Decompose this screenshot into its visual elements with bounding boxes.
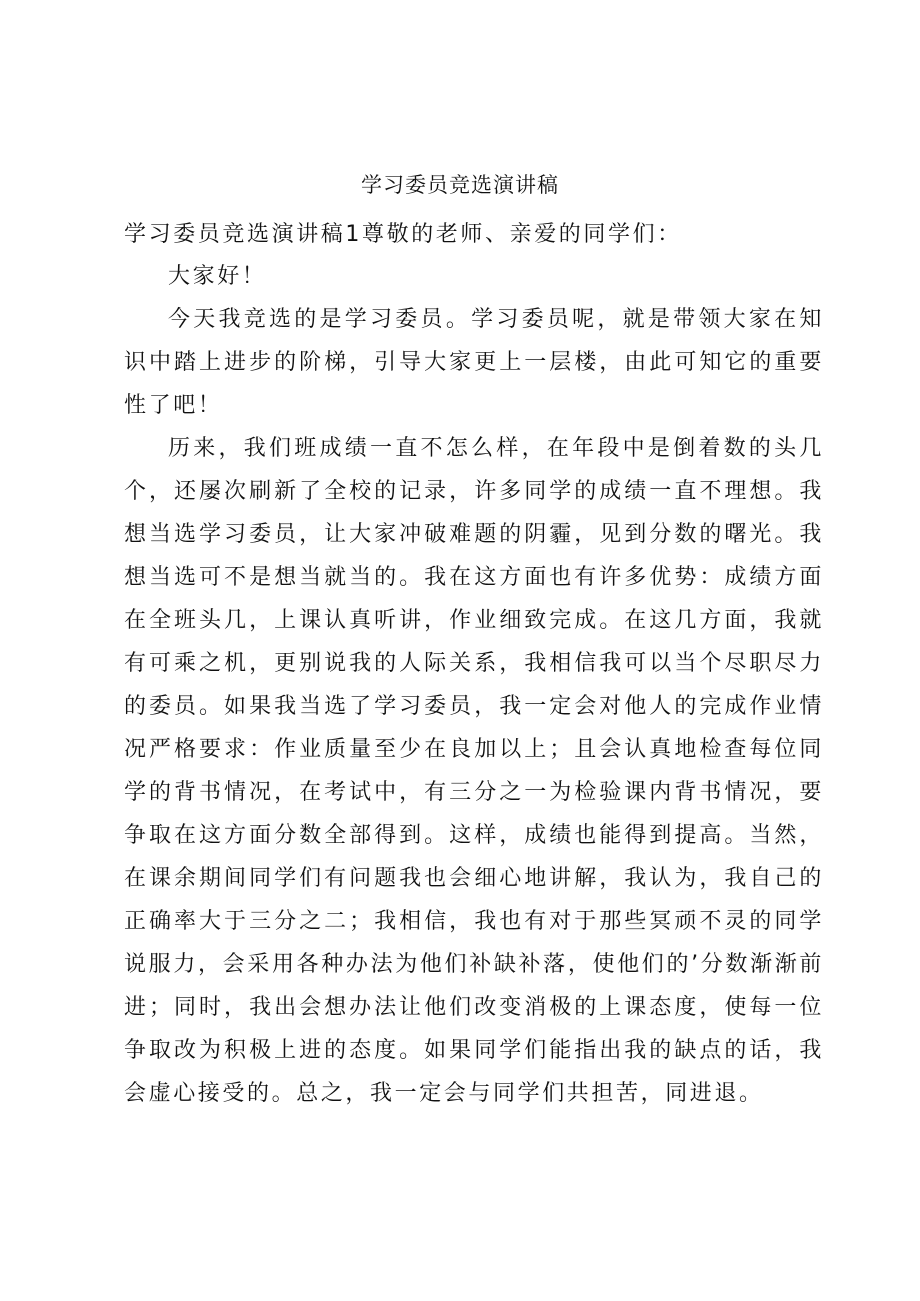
greeting-paragraph: 大家好！ bbox=[168, 264, 267, 289]
main-paragraph: 历来，我们班成绩一直不怎么样，在年段中是倒着数的头几个，还屡次刷新了全校的记录，许多同学的成绩一直不理想。我想当选学习委员，让大家冲破难题的阴霾，见到分数的曙光。我想当选可不是想当就当的。我在这方面也有许多优势：成绩方面在全班头几，上课认真听讲，作业细致完成。在这几方面，我就有可乘之机，更别说我的人际关系，我相信我可以当个尽职尽力的委员。如果我当选了学习委员，我一定会对他人的完成作业情况严格要求：作业质量至少在良加以上；且会认真地检查每位同学的背书情况，在考试中，有三分之一为检验课内背书情况，要争取在这方面分数全部得到。这样，成绩也能得到提高。当然，在课余期间同学们有问题我也会细心地讲解，我认为，我自己的正确率大于三分之二；我相信，我也有对于那些冥顽不灵的同学说服力，会采用各种办法为他们补缺补落，使他们的’分数渐渐前进；同时，我出会想办法让他们改变消极的上课态度，使每一位争取改为积极上进的态度。如果同学们能指出我的缺点的话，我会虚心接受的。总之，我一定会与同学们共担苦，同进退。 bbox=[124, 436, 824, 1106]
document-body bbox=[124, 215, 824, 1115]
intro-paragraph: 今天我竞选的是学习委员。学习委员呢，就是带领大家在知识中踏上进步的阶梯，引导大家更上一层楼，由此可知它的重要性了吧！ bbox=[124, 307, 824, 418]
salutation-paragraph: 学习委员竞选演讲稿1尊敬的老师、亲爱的同学们： bbox=[124, 222, 682, 247]
document-title: 学习委员竞选演讲稿 bbox=[361, 173, 559, 197]
